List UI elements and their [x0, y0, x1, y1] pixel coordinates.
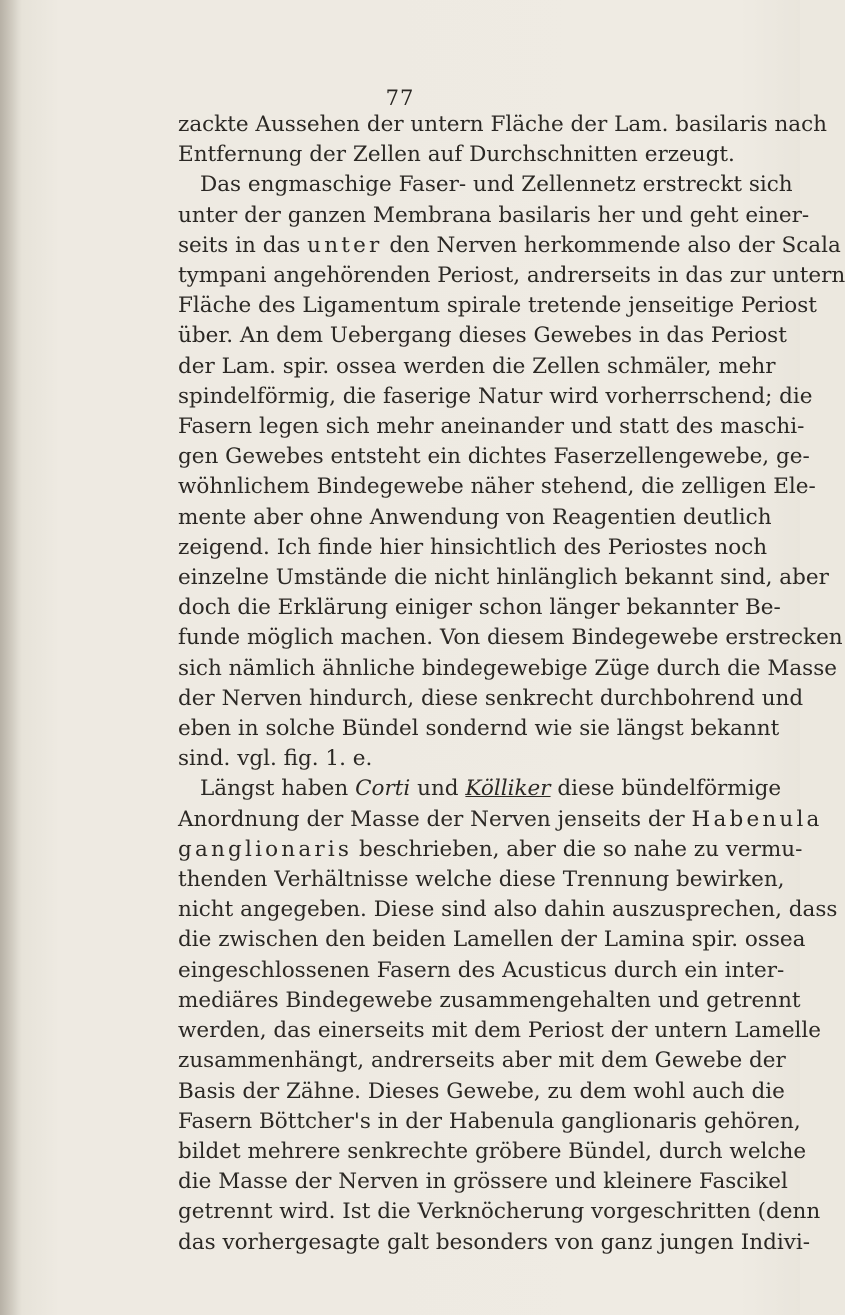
text-run: seits in das	[178, 232, 301, 258]
gutter-shadow	[0, 0, 22, 1315]
text-line: mente aber ohne Anwendung von Reagentien deutlich	[178, 504, 772, 530]
page-number: 77	[385, 86, 415, 110]
spaced-word: unter	[307, 232, 383, 258]
text-line	[178, 774, 782, 804]
text-line: Fasern legen sich mehr aneinander und statt des maschi-	[178, 414, 805, 440]
text-line: funde möglich machen. Von diesem Bindegewebe erstrecken	[178, 625, 843, 651]
text-run: Längst haben	[200, 776, 349, 802]
text-run: Anordnung der Masse der Nerven jenseits der	[178, 806, 685, 832]
spaced-term-habenula: Habenula	[691, 806, 823, 832]
text-line: der Lam. spir. ossea werden die Zellen schmäler, mehr	[178, 353, 776, 379]
text-line: der Nerven hindurch, diese senkrecht durchbohrend und	[178, 685, 804, 711]
text-line: getrennt wird. Ist die Verknöcherung vorgeschritten (denn	[178, 1199, 821, 1225]
text-line: die zwischen den beiden Lamellen der Lamina spir. ossea	[178, 927, 806, 953]
text-line: gen Gewebes entsteht ein dichtes Faserzellengewebe, ge-	[178, 444, 810, 470]
text-line	[178, 835, 803, 865]
text-line: tympani angehörenden Periost, andrerseits in das zur untern	[178, 263, 845, 289]
text-line: das vorhergesagte galt besonders von ganz jungen Indivi-	[178, 1229, 810, 1255]
text-line: thenden Verhältnisse welche diese Trennung bewirken,	[178, 867, 785, 893]
text-run: beschrieben, aber die so nahe zu vermu-	[358, 836, 803, 862]
text-line: werden, das einerseits mit dem Periost der untern Lamelle	[178, 1018, 822, 1044]
text-line: Das engmaschige Faser- und Zellennetz erstreckt sich	[200, 172, 793, 198]
author-name-corti: Corti	[355, 776, 411, 802]
text-line: doch die Erklärung einiger schon länger bekannter Be-	[178, 595, 781, 621]
text-line: mediäres Bindegewebe zusammengehalten und getrennt	[178, 987, 801, 1013]
text-line: wöhnlichem Bindegewebe näher stehend, die zelligen Ele-	[178, 474, 816, 500]
text-run: den Nerven herkommende also der Scala	[389, 232, 841, 258]
text-line: einzelne Umstände die nicht hinlänglich bekannt sind, aber	[178, 565, 829, 591]
text-line: sich nämlich ähnliche bindegewebige Züge durch die Masse	[178, 655, 837, 681]
spaced-term-ganglionaris: ganglionaris	[178, 836, 353, 862]
text-line: sind. vgl. fig. 1. e.	[178, 746, 373, 772]
text-line: Basis der Zähne. Dieses Gewebe, zu dem wohl auch die	[178, 1078, 785, 1104]
text-line: nicht angegeben. Diese sind also dahin auszusprechen, dass	[178, 897, 838, 923]
text-line: zeigend. Ich finde hier hinsichtlich des Periostes noch	[178, 534, 768, 560]
text-line: zackte Aussehen der untern Fläche der Lam. basilaris nach	[178, 112, 828, 137]
text-line	[178, 805, 823, 835]
text-line: die Masse der Nerven in grössere und kleinere Fascikel	[178, 1169, 788, 1195]
text-line: bildet mehrere senkrechte gröbere Bündel, durch welche	[178, 1138, 807, 1164]
text-line: Fläche des Ligamentum spirale tretende jenseitige Periost	[178, 293, 817, 319]
text-line: zusammenhängt, andrerseits aber mit dem Gewebe der	[178, 1048, 786, 1074]
text-line: unter der ganzen Membrana basilaris her und geht einer-	[178, 202, 810, 228]
text-line: eingeschlossenen Fasern des Acusticus durch ein inter-	[178, 957, 785, 983]
text-line	[178, 231, 841, 261]
author-name-koelliker: Kölliker	[465, 776, 551, 802]
body-text	[178, 110, 845, 1258]
text-line: spindelförmig, die faserige Natur wird vorherrschend; die	[178, 383, 813, 409]
text-line: Entfernung der Zellen auf Durchschnitten erzeugt.	[178, 142, 735, 168]
text-run: und	[417, 776, 459, 802]
text-run: diese bündelförmige	[557, 776, 782, 802]
text-line: Fasern Böttcher's in der Habenula ganglionaris gehören,	[178, 1108, 801, 1134]
text-line: eben in solche Bündel sondernd wie sie längst bekannt	[178, 716, 780, 742]
text-line: über. An dem Uebergang dieses Gewebes in das Periost	[178, 323, 787, 349]
